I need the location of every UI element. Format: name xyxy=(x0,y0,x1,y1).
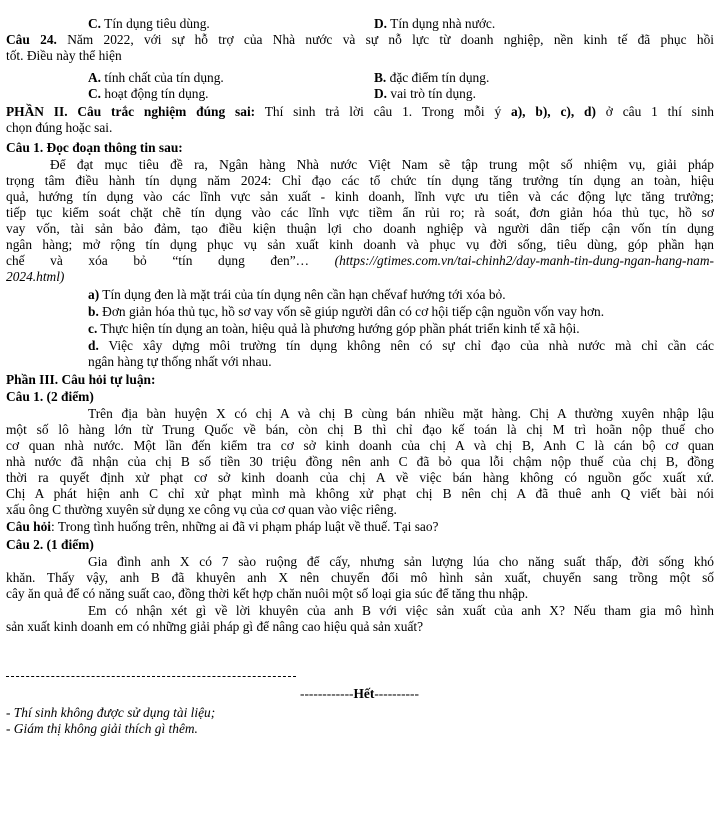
q24-stem: Câu 24. Năm 2022, với sự hỗ trợ của Nhà nước và sự nỗ lực từ doanh nghiệp, nền kinh tế đã phục hồi xyxy=(6,32,714,47)
part2-para-line: tiếp tục kiểm soát chặt chẽ tín dụng vào các lĩnh vực tiềm ẩn rủi ro; rà soát, đơn giản hóa thủ tục, hồ sơ xyxy=(6,205,714,220)
part2-item-d: d. Việc xây dựng môi trường tín dụng không nên có sự chỉ đạo của nhà nước mà chỉ cần các xyxy=(88,338,714,353)
part2-para-line: ngân hàng; mở rộng tín dụng phục vụ sản xuất kinh doanh và phục vụ đời sống, tiêu dùng, góp phần hạn xyxy=(6,237,714,252)
part3-q1-line: Trên địa bàn huyện X có chị A và chị B cùng bán nhiều mặt hàng. Chị A thường xuyên nhập lậu xyxy=(88,406,714,421)
part2-item-d-cont: ngân hàng tự thống nhất với nhau. xyxy=(88,354,272,369)
part3-q1-line: cơ quan nhà nước. Một lần đến kiểm tra cơ sở kinh doanh của chị A và chị B, Anh C là cán bộ cơ quan xyxy=(6,438,714,453)
part3-q1-question: Câu hỏi: Trong tình huống trên, những ai đã vi phạm pháp luật về thuế. Tại sao? xyxy=(6,519,439,534)
part3-q2-heading: Câu 2. (1 điểm) xyxy=(6,537,94,552)
part3-q2-line: khăn. Thấy vậy, anh B đã khuyên anh X nên chuyển đổi mô hình sản xuất, chuyển sang trồng một số xyxy=(6,570,714,585)
part3-q1-line: nhà nước đã nhận của chị B số tiền 30 triệu đồng nên anh C đã bỏ qua lỗi chậm nộp thuế của chị B, đồng xyxy=(6,454,714,469)
part3-q2-question: Em có nhận xét gì về lời khuyên của anh B với việc sản xuất của anh X? Nếu tham gia mô hình xyxy=(88,603,714,618)
q23-option-c: C. Tín dụng tiêu dùng. xyxy=(88,16,210,31)
q24-option-a: A. tính chất của tín dụng. xyxy=(88,70,224,85)
footer-note: - Giám thị không giải thích gì thêm. xyxy=(6,721,198,736)
part2-item-b: b. Đơn giản hóa thủ tục, hồ sơ vay vốn sẽ giúp người dân có cơ hội tiếp cận nguồn vốn vay hơn. xyxy=(88,304,605,319)
part3-q1-last: xấu ông C thường xuyên sử dụng xe công vụ của cơ quan vào việc riêng. xyxy=(6,502,397,517)
end-marker: ------------Hết---------- xyxy=(300,686,419,701)
part2-source-cont: 2024.html) xyxy=(6,269,65,284)
part3-q1-heading: Câu 1. (2 điểm) xyxy=(6,389,94,404)
part2-para-line: trọng tâm điều hành tín dụng năm 2024: Chỉ đạo các tổ chức tín dụng tăng trưởng tín dụng an toàn, hiệu xyxy=(6,173,714,188)
part2-instruction-cont: chọn đúng hoặc sai. xyxy=(6,120,113,135)
part3-q2-line: Gia đình anh X có 7 sào ruộng để cấy, nhưng sản lượng lúa cho năng suất thấp, đời sống khó xyxy=(88,554,714,569)
part3-q2-question-cont: sản xuất kinh doanh em có những giải pháp gì để nâng cao hiệu quả sản xuất? xyxy=(6,619,424,634)
part2-item-a: a) Tín dụng đen là mặt trái của tín dụng nên cần hạn chếvaf hướng tới xóa bỏ. xyxy=(88,287,506,302)
part2-q1-heading: Câu 1. Đọc đoạn thông tin sau: xyxy=(6,140,183,155)
part2-para-line: Để đạt mục tiêu đề ra, Ngân hàng Nhà nước Việt Nam sẽ tập trung một số nhiệm vụ, giải pháp xyxy=(50,157,714,172)
part3-q1-line: một số lô hàng lớn từ Trung Quốc về bán, còn chị B thì chỉ đạo kế toán là chị M trì hoãn nộp thuế cho xyxy=(6,422,714,437)
q24-stem-cont: tốt. Điều này thể hiện xyxy=(6,48,122,63)
part3-heading: Phần III. Câu hỏi tự luận: xyxy=(6,372,156,387)
part2-para-line: vay vốn, tài sản bảo đảm, tạo điều kiện thuận lợi cho doanh nghiệp và người dân tiếp cận vốn tín dụng xyxy=(6,221,714,236)
footer-note: - Thí sinh không được sử dụng tài liệu; xyxy=(6,705,216,720)
part2-item-c: c. Thực hiện tín dụng an toàn, hiệu quả là phương hướng góp phần phát triển kinh tế xã hội. xyxy=(88,321,580,336)
part2-para-line: quả, hướng tín dụng vào các lĩnh vực sản xuất - kinh doanh, lĩnh vực ưu tiên và các động lực tăng trưởng; xyxy=(6,189,714,204)
q24-option-d: D. vai trò tín dụng. xyxy=(374,86,476,101)
part3-q2-last: cây ăn quả để có năng suất cao, đồng thời kết hợp chăn nuôi một số loại gia súc để tăng thu nhập. xyxy=(6,586,529,601)
part3-q1-line: Chị A phát hiện anh C chỉ xử phạt mình mà không xử phạt chị B nên chị A đã thuê anh Q viết bài nói xyxy=(6,486,714,501)
part3-q1-line: thời ra quyết định xử phạt cơ sở kinh doanh của chị A về việc bán hàng không có nguồn gốc xuất xứ. xyxy=(6,470,714,485)
part2-para-last: chế và xóa bỏ “tín dụng đen”… (https://gtimes.com.vn/tai-chinh2/day-manh-tin-dung-ngan-hang-nam- xyxy=(6,253,714,268)
part2-heading: PHẦN II. Câu trắc nghiệm đúng sai: Thí sinh trả lời câu 1. Trong mỗi ý a), b), c), d) ở câu 1 thí sinh xyxy=(6,104,714,119)
q24-option-c: C. hoạt động tín dụng. xyxy=(88,86,209,101)
q23-option-d: D. Tín dụng nhà nước. xyxy=(374,16,496,31)
q24-option-b: B. đặc điểm tín dụng. xyxy=(374,70,490,85)
separator-line xyxy=(6,676,296,677)
